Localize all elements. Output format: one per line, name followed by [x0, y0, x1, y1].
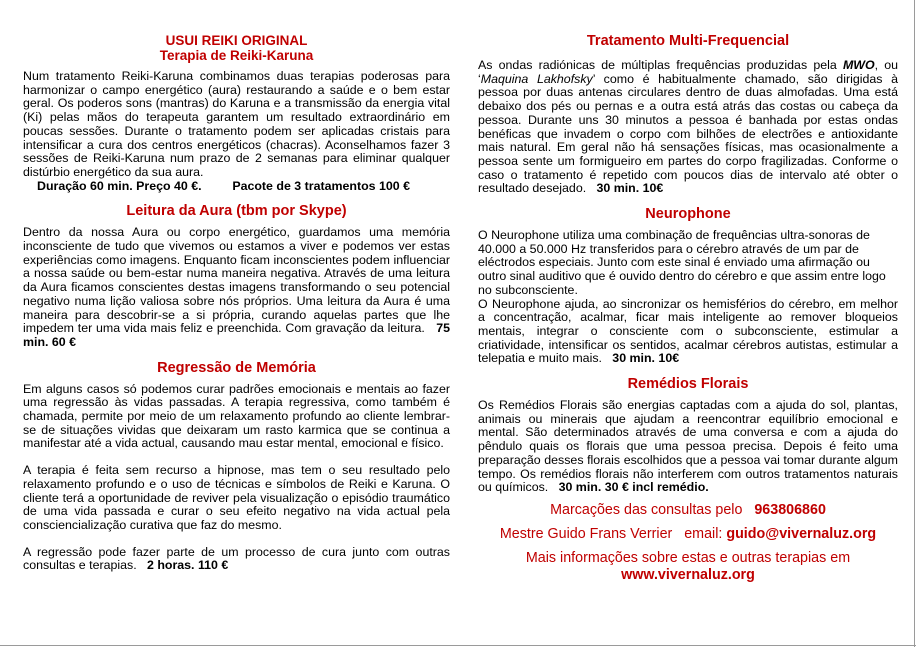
aura-price: 75 min. 60 € [23, 321, 450, 349]
aura-description [23, 226, 450, 349]
florais-price: 30 min. 30 € incl remédio. [558, 480, 709, 495]
contact-email[interactable]: guido@vivernaluz.org [726, 525, 877, 542]
multi-text-c: ’ como é habitualmente chamado, são dirigidas à pessoa por duas antenas circulares dentro de duas almofadas. Uma está debaixo dos pés ou pernas e a outra está atrás das costas ou cabeça da pessoa. Durante uns 30 minutos a pessoa é banhada por estas ondas benéficas que invadem o corpo com bilhões de electrões e antioxidante mais natural. Em geral não há sensações físicas, mas ocasionalmente a pessoa sente um formigueiro em partes do corpo fragilizadas. Conforme o caso o tratamento é repetido com poucos dias de intervalo até obter o resultado desejado. [478, 71, 898, 196]
page-border-bottom [0, 645, 916, 646]
multi-text-b: , ou ‘ [478, 58, 899, 86]
more-info-text: Mais informações sobre estas e outras terapias em [525, 549, 851, 566]
email-label: email: [684, 525, 723, 542]
left-column [23, 33, 450, 573]
neurophone-paragraph-2 [478, 298, 898, 367]
reiki-duration-price: Duração 60 min. Preço 40 €. [37, 178, 202, 193]
contact-phone[interactable]: 963806860 [754, 501, 826, 518]
florais-title: Remédios Florais [627, 376, 749, 393]
neurophone-title: Neurophone [645, 206, 731, 223]
neurophone-paragraph-1: O Neurophone utiliza uma combinação de frequências ultra-sonoras de 40.000 a 50.000 Hz transferidos para o cérebro através de um par de eléctrodos especiais. Junto com este sinal é enviado uma afirmação ou outro sinal auditivo que é ouvido dentro do cérebro e que assim entre logo no subconsciente. [478, 228, 886, 297]
multi-text-a: As ondas radiónicas de múltiplas frequências produzidas pela [478, 58, 843, 72]
reiki-price-row [23, 180, 450, 194]
right-column [478, 33, 898, 584]
regression-body-3: A regressão pode fazer parte de um processo de cura junto com outras consultas e terapias. [23, 544, 450, 573]
mwo-term: MWO [842, 58, 875, 72]
regression-paragraph-1: Em alguns casos só podemos curar padrões emocionais e mentais ao fazer uma regressão às vidas passadas. A terapia regressiva, como também é chamada, permite por meio de um relaxamento profundo ao cliente lembrar-se de situações vividas que deixaram um rasto karmica que se continua a manifestar até a vida actual, causando mau estar mental, emocional e físico. [23, 381, 450, 451]
maquina-term: Maquina Lakhofsky [480, 71, 593, 86]
reiki-package-price: Pacote de 3 tratamentos 100 € [232, 178, 410, 193]
regression-paragraph-2: A terapia é feita sem recurso a hipnose, mas tem o seu resultado pelo relaxamento profundo e o uso de técnicas e símbolos de Reiki e Karuna. O cliente terá a oportunidade de reviver pela visualização o episódio traumático de uma vida passada e curar o seu efeito negativo na vida actual pela consciencialização curativa que faz do mesmo. [23, 463, 450, 532]
neurophone-price: 30 min. 10€ [612, 351, 680, 366]
regression-paragraph-3 [23, 546, 450, 573]
aura-title: Leitura da Aura (tbm por Skype) [126, 203, 347, 220]
reiki-title: Terapia de Reiki-Karuna [159, 48, 314, 63]
florais-description [478, 399, 898, 495]
aura-body: Dentro da nossa Aura ou corpo energético, guardamos uma memória inconsciente de tudo que vivemos ou estamos a viver e podemos ver estas experiências como imagens. Enquanto ficam inconscientes podem influenciar a nossa saúde ou bem-estar numa maneira negativa. Através de uma leitura da Aura ficamos conscientes destas imagens transformando o seu potencial negativo numa lição valiosa sobre nós próprios. Uma leitura da Aura é uma maneira para descobrir-se a si própria, curando aquelas partes que lhe impedem ter uma vida mais feliz e preenchida. Com gravação da leitura. [23, 225, 450, 336]
reiki-description: Num tratamento Reiki-Karuna combinamos duas terapias poderosas para harmonizar o campo energético (aura) restaurando a saúde e o bem estar geral. Os poderos sons (mantras) do Karuna e a transmissão da energia vital (Ki) pelas mãos do terapeuta garantem um resultado extraordinário em poucas sessões. Durante o tratamento podem ser aplicadas cristais para intensificar a cura dos centros energéticos (chacras). Aconselhamos fazer 3 sessões de Reiki-Karuna num prazo de 2 semanas para eliminar qualquer distúrbio energético da sua aura. [23, 69, 450, 179]
florais-body: Os Remédios Florais são energias captadas com a ajuda do sol, plantas, animais ou minerais que ajudam a reencontrar equilíbrio emocional e mental. São determinados através de uma conversa e com a ajuda do pêndulo quais os florais que uma pessoa precisa. Depois é feito uma preparação desses florais escolhidos que a pessoa vai tomar durante algum tempo. Os remédios florais não interferem com outros tratamentos naturais ou químicos. [478, 398, 898, 495]
regression-title: Regressão de Memória [157, 359, 316, 376]
neuro-text-2: O Neurophone ajuda, ao sincronizar os hemisférios do cérebro, em melhor a concentração, acalmar, ficar mais inteligente ao remover bloqueios mentais, integrar o consciente com o subconsciente, estimular a criatividade, intensificar os sentidos, acalmar cérebros autistas, estimular a telepatia e muito mais. [478, 296, 898, 366]
master-name: Mestre Guido Frans Verrier [499, 525, 673, 542]
page-border-right [914, 0, 915, 647]
contact-email-line [478, 526, 898, 543]
contact-label: Marcações das consultas pelo [550, 501, 743, 518]
multi-frequency-price: 30 min. 10€ [596, 181, 664, 196]
regression-price: 2 horas. 110 € [146, 558, 229, 573]
contact-phone-line [478, 502, 898, 519]
multi-frequency-description [478, 59, 898, 196]
website-link[interactable]: www.vivernaluz.org [621, 566, 755, 583]
multi-frequency-title: Tratamento Multi-Frequencial [586, 33, 790, 49]
main-title: USUI REIKI ORIGINAL [165, 33, 308, 48]
